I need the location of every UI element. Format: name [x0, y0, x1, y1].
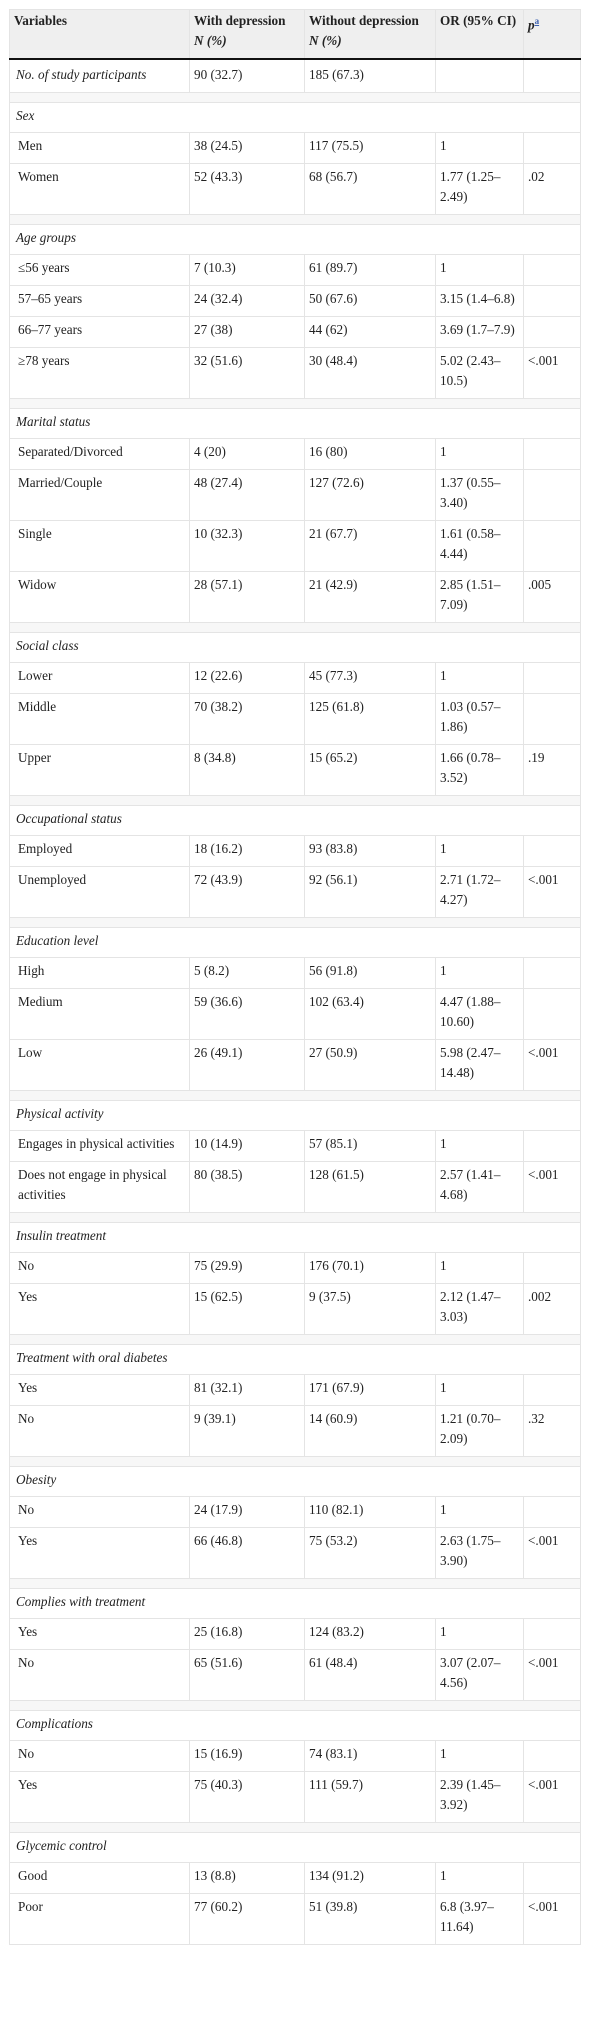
- cell-or-ci: 1: [436, 836, 524, 867]
- table-row: [10, 694, 581, 745]
- cell-or-ci: 1: [436, 1741, 524, 1772]
- header-p: $p^a$: [524, 10, 581, 60]
- cell-without-depression: 45 (77.3): [305, 663, 436, 694]
- cell-without-depression: 14 (60.9): [305, 1406, 436, 1457]
- section-title: Education level: [10, 928, 581, 958]
- section-title: Marital status: [10, 409, 581, 439]
- spacer-cell: [10, 1335, 581, 1345]
- cell-with-depression: 70 (38.2): [190, 694, 305, 745]
- table-row: [10, 439, 581, 470]
- cell-with-depression: 48 (27.4): [190, 470, 305, 521]
- cell-without-depression: 44 (62): [305, 317, 436, 348]
- row-label: Middle: [10, 694, 190, 745]
- table-row: [10, 663, 581, 694]
- table-row: [10, 1406, 581, 1457]
- cell-without-depression: 74 (83.1): [305, 1741, 436, 1772]
- table-row: [10, 1863, 581, 1894]
- cell-with-depression: 10 (32.3): [190, 521, 305, 572]
- cell-p: .02: [524, 164, 581, 215]
- row-label: High: [10, 958, 190, 989]
- cell-with-depression: 75 (40.3): [190, 1772, 305, 1823]
- row-label: Lower: [10, 663, 190, 694]
- spacer-cell: [10, 399, 581, 409]
- cell-or-ci: 3.07 (2.07–4.56): [436, 1650, 524, 1701]
- table-row: [10, 255, 581, 286]
- cell-or-ci: 1.21 (0.70–2.09): [436, 1406, 524, 1457]
- cell-with-depression: 13 (8.8): [190, 1863, 305, 1894]
- row-label: Yes: [10, 1284, 190, 1335]
- row-label: Yes: [10, 1772, 190, 1823]
- cell-p: <.001: [524, 1894, 581, 1945]
- cell-without-depression: 75 (53.2): [305, 1528, 436, 1579]
- table-row: [10, 1253, 581, 1284]
- row-label: Engages in physical activities: [10, 1131, 190, 1162]
- header-or-ci: OR (95% CI): [436, 10, 524, 60]
- cell-with-depression: 65 (51.6): [190, 1650, 305, 1701]
- cell-with-depression: 7 (10.3): [190, 255, 305, 286]
- row-label: Men: [10, 133, 190, 164]
- section-spacer: [10, 215, 581, 225]
- cell-p: [524, 1497, 581, 1528]
- row-label: Women: [10, 164, 190, 215]
- row-label: Separated/Divorced: [10, 439, 190, 470]
- header-variables: Variables: [10, 10, 190, 60]
- cell-p: [524, 958, 581, 989]
- row-label: Medium: [10, 989, 190, 1040]
- cell-with-depression: 24 (17.9): [190, 1497, 305, 1528]
- cell-or-ci: 1: [436, 255, 524, 286]
- section-title: Glycemic control: [10, 1833, 581, 1863]
- row-label: Yes: [10, 1375, 190, 1406]
- table-row: [10, 1497, 581, 1528]
- cell-p: [524, 439, 581, 470]
- section-header-row: [10, 633, 581, 663]
- section-header-row: [10, 1101, 581, 1131]
- row-label: Poor: [10, 1894, 190, 1945]
- cell-p: [524, 694, 581, 745]
- cell-p: <.001: [524, 867, 581, 918]
- cell-with-depression: 90 (32.7): [190, 59, 305, 93]
- spacer-cell: [10, 796, 581, 806]
- cell-or-ci: 6.8 (3.97–11.64): [436, 1894, 524, 1945]
- table-row: [10, 348, 581, 399]
- section-spacer: [10, 1091, 581, 1101]
- cell-without-depression: 92 (56.1): [305, 867, 436, 918]
- cell-or-ci: 1: [436, 1253, 524, 1284]
- cell-without-depression: 176 (70.1): [305, 1253, 436, 1284]
- table-row: [10, 958, 581, 989]
- spacer-cell: [10, 1823, 581, 1833]
- cell-without-depression: 68 (56.7): [305, 164, 436, 215]
- cell-or-ci: 1.66 (0.78–3.52): [436, 745, 524, 796]
- section-header-row: [10, 806, 581, 836]
- section-header-row: [10, 1589, 581, 1619]
- section-spacer: [10, 399, 581, 409]
- cell-without-depression: 61 (89.7): [305, 255, 436, 286]
- table-row: [10, 867, 581, 918]
- section-spacer: [10, 1335, 581, 1345]
- row-label: 66–77 years: [10, 317, 190, 348]
- cell-p: [524, 255, 581, 286]
- cell-without-depression: 27 (50.9): [305, 1040, 436, 1091]
- section-header-row: [10, 103, 581, 133]
- cell-p: .19: [524, 745, 581, 796]
- cell-without-depression: 128 (61.5): [305, 1162, 436, 1213]
- cell-without-depression: 171 (67.9): [305, 1375, 436, 1406]
- cell-p: [524, 1375, 581, 1406]
- spacer-cell: [10, 1457, 581, 1467]
- cell-or-ci: 1.03 (0.57–1.86): [436, 694, 524, 745]
- cell-p: [524, 1863, 581, 1894]
- cell-or-ci: 1.37 (0.55–3.40): [436, 470, 524, 521]
- cell-without-depression: 134 (91.2): [305, 1863, 436, 1894]
- cell-p: [524, 1253, 581, 1284]
- cell-with-depression: 15 (62.5): [190, 1284, 305, 1335]
- cell-p: [524, 663, 581, 694]
- table-row: [10, 1284, 581, 1335]
- cell-with-depression: 27 (38): [190, 317, 305, 348]
- spacer-cell: [10, 1213, 581, 1223]
- cell-with-depression: 59 (36.6): [190, 989, 305, 1040]
- spacer-cell: [10, 623, 581, 633]
- section-header-row: [10, 1345, 581, 1375]
- cell-or-ci: 3.69 (1.7–7.9): [436, 317, 524, 348]
- section-title: Insulin treatment: [10, 1223, 581, 1253]
- section-spacer: [10, 918, 581, 928]
- cell-with-depression: 81 (32.1): [190, 1375, 305, 1406]
- cell-p: <.001: [524, 348, 581, 399]
- section-spacer: [10, 1823, 581, 1833]
- row-label: ≤56 years: [10, 255, 190, 286]
- row-label: Employed: [10, 836, 190, 867]
- table-row: [10, 572, 581, 623]
- row-label: No: [10, 1253, 190, 1284]
- row-label: 57–65 years: [10, 286, 190, 317]
- cell-without-depression: 102 (63.4): [305, 989, 436, 1040]
- cell-without-depression: 21 (67.7): [305, 521, 436, 572]
- section-spacer: [10, 1457, 581, 1467]
- section-header-row: [10, 1223, 581, 1253]
- cell-with-depression: 12 (22.6): [190, 663, 305, 694]
- cell-with-depression: 80 (38.5): [190, 1162, 305, 1213]
- cell-p: [524, 133, 581, 164]
- table-row: [10, 1162, 581, 1213]
- row-label: Upper: [10, 745, 190, 796]
- spacer-cell: [10, 1091, 581, 1101]
- cell-p: [524, 1741, 581, 1772]
- cell-or-ci: 1: [436, 1619, 524, 1650]
- cell-with-depression: 66 (46.8): [190, 1528, 305, 1579]
- cell-p: .005: [524, 572, 581, 623]
- table-row: [10, 1741, 581, 1772]
- section-header-row: [10, 1467, 581, 1497]
- table-row: [10, 317, 581, 348]
- cell-or-ci: 4.47 (1.88–10.60): [436, 989, 524, 1040]
- table-row: [10, 1650, 581, 1701]
- table-row: [10, 286, 581, 317]
- table-row: [10, 470, 581, 521]
- section-header-row: [10, 1833, 581, 1863]
- cell-p: [524, 59, 581, 93]
- table-row: [10, 133, 581, 164]
- cell-without-depression: 117 (75.5): [305, 133, 436, 164]
- cell-or-ci: 1: [436, 1863, 524, 1894]
- cell-with-depression: 26 (49.1): [190, 1040, 305, 1091]
- cell-p: <.001: [524, 1040, 581, 1091]
- cell-p: <.001: [524, 1650, 581, 1701]
- section-header-row: [10, 225, 581, 255]
- cell-or-ci: 1: [436, 663, 524, 694]
- cell-p: [524, 1619, 581, 1650]
- cell-or-ci: 1.77 (1.25–2.49): [436, 164, 524, 215]
- row-label: Widow: [10, 572, 190, 623]
- section-spacer: [10, 1579, 581, 1589]
- table-row: [10, 1528, 581, 1579]
- odds-ratio-table: [9, 9, 581, 1945]
- cell-with-depression: 52 (43.3): [190, 164, 305, 215]
- table-row: [10, 1772, 581, 1823]
- cell-p: <.001: [524, 1162, 581, 1213]
- row-label: Does not engage in physical activities: [10, 1162, 190, 1213]
- cell-with-depression: 8 (34.8): [190, 745, 305, 796]
- participants-row: [10, 59, 581, 93]
- footnote-a-link[interactable]: a: [534, 16, 540, 26]
- section-title: Obesity: [10, 1467, 581, 1497]
- cell-with-depression: 9 (39.1): [190, 1406, 305, 1457]
- cell-without-depression: 61 (48.4): [305, 1650, 436, 1701]
- cell-or-ci: 1.61 (0.58–4.44): [436, 521, 524, 572]
- row-label: No. of study participants: [10, 59, 190, 93]
- table-row: [10, 1375, 581, 1406]
- cell-with-depression: 5 (8.2): [190, 958, 305, 989]
- spacer-cell: [10, 918, 581, 928]
- row-label: No: [10, 1497, 190, 1528]
- cell-with-depression: 24 (32.4): [190, 286, 305, 317]
- table-row: [10, 989, 581, 1040]
- cell-p: <.001: [524, 1772, 581, 1823]
- table-row: [10, 836, 581, 867]
- section-title: Sex: [10, 103, 581, 133]
- cell-p: <.001: [524, 1528, 581, 1579]
- table-row: [10, 745, 581, 796]
- cell-or-ci: 2.71 (1.72–4.27): [436, 867, 524, 918]
- cell-without-depression: 93 (83.8): [305, 836, 436, 867]
- row-label: Yes: [10, 1528, 190, 1579]
- header-with-depression: With depression N (%): [190, 10, 305, 60]
- section-title: Complications: [10, 1711, 581, 1741]
- row-label: Unemployed: [10, 867, 190, 918]
- cell-or-ci: 1: [436, 133, 524, 164]
- cell-without-depression: 16 (80): [305, 439, 436, 470]
- table-header-row: [10, 10, 581, 60]
- section-title: Treatment with oral diabetes: [10, 1345, 581, 1375]
- cell-without-depression: 124 (83.2): [305, 1619, 436, 1650]
- section-title: Physical activity: [10, 1101, 581, 1131]
- section-spacer: [10, 796, 581, 806]
- spacer-cell: [10, 1701, 581, 1711]
- cell-without-depression: 110 (82.1): [305, 1497, 436, 1528]
- spacer-cell: [10, 1579, 581, 1589]
- cell-without-depression: 111 (59.7): [305, 1772, 436, 1823]
- cell-p: .002: [524, 1284, 581, 1335]
- cell-or-ci: 1: [436, 439, 524, 470]
- section-title: Social class: [10, 633, 581, 663]
- section-spacer: [10, 623, 581, 633]
- cell-without-depression: 50 (67.6): [305, 286, 436, 317]
- cell-p: .32: [524, 1406, 581, 1457]
- cell-or-ci: 2.63 (1.75–3.90): [436, 1528, 524, 1579]
- cell-without-depression: 21 (42.9): [305, 572, 436, 623]
- header-without-depression: Without depression N (%): [305, 10, 436, 60]
- cell-p: [524, 989, 581, 1040]
- cell-p: [524, 317, 581, 348]
- cell-with-depression: 15 (16.9): [190, 1741, 305, 1772]
- table-row: [10, 1131, 581, 1162]
- cell-p: [524, 286, 581, 317]
- table-row: [10, 164, 581, 215]
- cell-without-depression: 125 (61.8): [305, 694, 436, 745]
- cell-with-depression: 28 (57.1): [190, 572, 305, 623]
- row-label: ≥78 years: [10, 348, 190, 399]
- section-spacer: [10, 93, 581, 103]
- cell-with-depression: 38 (24.5): [190, 133, 305, 164]
- cell-without-depression: 127 (72.6): [305, 470, 436, 521]
- cell-or-ci: 1: [436, 1375, 524, 1406]
- section-header-row: [10, 1711, 581, 1741]
- cell-or-ci: 2.57 (1.41–4.68): [436, 1162, 524, 1213]
- cell-or-ci: 5.98 (2.47–14.48): [436, 1040, 524, 1091]
- header-with-depression-n: N (%): [194, 33, 227, 48]
- section-header-row: [10, 409, 581, 439]
- row-label: Married/Couple: [10, 470, 190, 521]
- row-label: No: [10, 1650, 190, 1701]
- cell-or-ci: 3.15 (1.4–6.8): [436, 286, 524, 317]
- table-row: [10, 521, 581, 572]
- cell-without-depression: 30 (48.4): [305, 348, 436, 399]
- row-label: No: [10, 1406, 190, 1457]
- cell-or-ci: 1: [436, 958, 524, 989]
- section-title: Occupational status: [10, 806, 581, 836]
- row-label: No: [10, 1741, 190, 1772]
- cell-with-depression: 75 (29.9): [190, 1253, 305, 1284]
- table-row: [10, 1040, 581, 1091]
- cell-or-ci: 2.39 (1.45–3.92): [436, 1772, 524, 1823]
- cell-or-ci: 1: [436, 1497, 524, 1528]
- cell-or-ci: [436, 59, 524, 93]
- cell-without-depression: 9 (37.5): [305, 1284, 436, 1335]
- cell-p: [524, 470, 581, 521]
- row-label: Low: [10, 1040, 190, 1091]
- spacer-cell: [10, 215, 581, 225]
- cell-with-depression: 32 (51.6): [190, 348, 305, 399]
- cell-without-depression: 57 (85.1): [305, 1131, 436, 1162]
- row-label: Good: [10, 1863, 190, 1894]
- spacer-cell: [10, 93, 581, 103]
- row-label: Yes: [10, 1619, 190, 1650]
- cell-with-depression: 72 (43.9): [190, 867, 305, 918]
- cell-or-ci: 1: [436, 1131, 524, 1162]
- cell-or-ci: 2.12 (1.47–3.03): [436, 1284, 524, 1335]
- section-title: Complies with treatment: [10, 1589, 581, 1619]
- cell-with-depression: 4 (20): [190, 439, 305, 470]
- cell-with-depression: 77 (60.2): [190, 1894, 305, 1945]
- row-label: Single: [10, 521, 190, 572]
- cell-without-depression: 56 (91.8): [305, 958, 436, 989]
- cell-or-ci: 2.85 (1.51–7.09): [436, 572, 524, 623]
- header-without-depression-n: N (%): [309, 33, 342, 48]
- cell-with-depression: 10 (14.9): [190, 1131, 305, 1162]
- section-title: Age groups: [10, 225, 581, 255]
- cell-with-depression: 18 (16.2): [190, 836, 305, 867]
- cell-without-depression: 185 (67.3): [305, 59, 436, 93]
- cell-without-depression: 15 (65.2): [305, 745, 436, 796]
- section-spacer: [10, 1213, 581, 1223]
- cell-p: [524, 521, 581, 572]
- cell-without-depression: 51 (39.8): [305, 1894, 436, 1945]
- section-header-row: [10, 928, 581, 958]
- cell-p: [524, 1131, 581, 1162]
- cell-p: [524, 836, 581, 867]
- table-row: [10, 1894, 581, 1945]
- cell-with-depression: 25 (16.8): [190, 1619, 305, 1650]
- section-spacer: [10, 1701, 581, 1711]
- table-row: [10, 1619, 581, 1650]
- cell-or-ci: 5.02 (2.43–10.5): [436, 348, 524, 399]
